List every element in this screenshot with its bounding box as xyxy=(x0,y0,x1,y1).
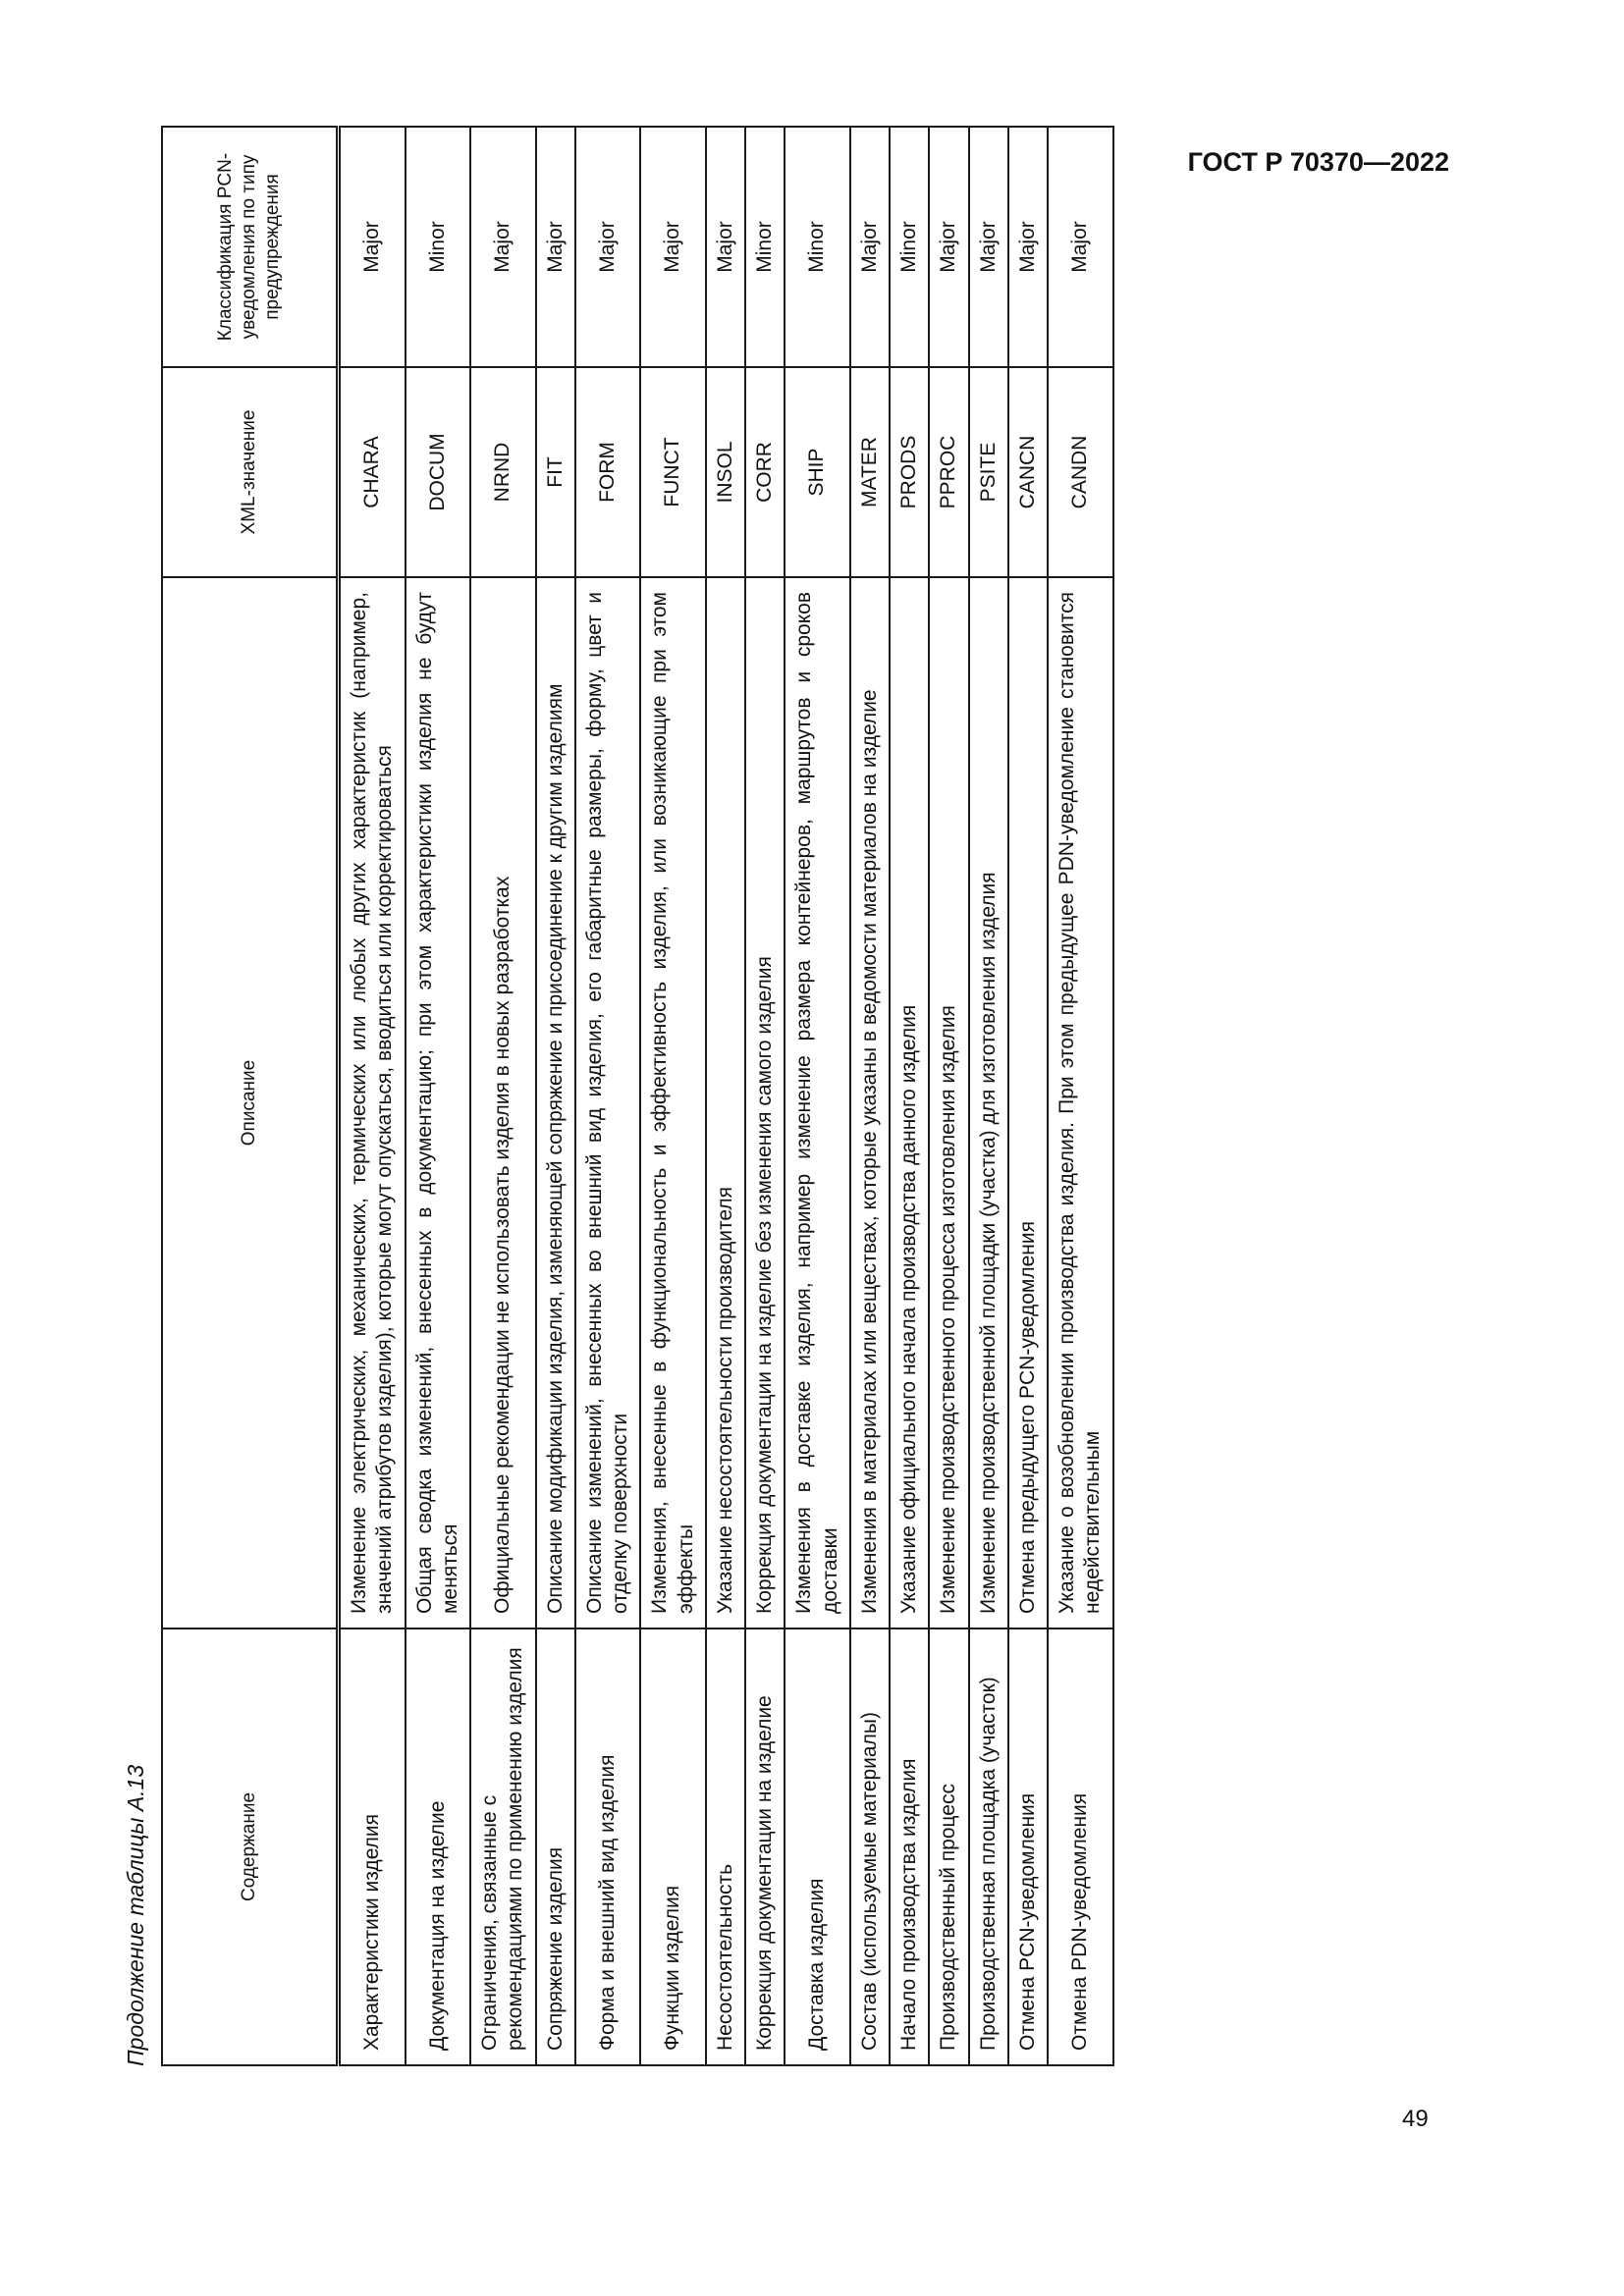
classification-table xyxy=(161,126,1114,2066)
row-xml-cell: FORM xyxy=(575,367,641,577)
row-xml-cell: FIT xyxy=(536,367,575,577)
row-description-cell: Описание модификации изделия, изменяющей сопряжение и присоединение к другим изделиям xyxy=(536,577,575,1629)
row-content-cell: Отмена PDN-уведомления xyxy=(1048,1629,1113,2065)
row-content-cell: Сопряжение изделия xyxy=(536,1629,575,2065)
row-content-cell: Несостоятельность xyxy=(706,1629,745,2065)
row-content-cell: Коррекция документации на изделие xyxy=(745,1629,785,2065)
table-row xyxy=(575,127,641,2065)
row-content-cell: Отмена PCN-уведомления xyxy=(1008,1629,1048,2065)
row-xml-cell: PPROC xyxy=(929,367,968,577)
table-row xyxy=(640,127,706,2065)
row-xml-cell: FUNCT xyxy=(640,367,706,577)
row-xml-cell: INSOL xyxy=(706,367,745,577)
column-header-content: Содержание xyxy=(162,1629,339,2065)
row-xml-cell: PRODS xyxy=(890,367,929,577)
table-row xyxy=(536,127,575,2065)
row-description-cell: Указание о возобновлении производства изделия. При этом предыдущее PDN-уведомление становится недействительным xyxy=(1048,577,1113,1629)
row-content-cell: Производственный процесс xyxy=(929,1629,968,2065)
row-description-cell: Изменения в материалах или веществах, которые указаны в ведомости материалов на изделие xyxy=(850,577,890,1629)
row-classification-cell: Minor xyxy=(406,127,471,367)
row-classification-cell: Major xyxy=(850,127,890,367)
table-row xyxy=(1048,127,1113,2065)
row-content-cell: Начало производства изделия xyxy=(890,1629,929,2065)
row-description-cell: Изменения, внесенные в функциональность и эффективность изделия, или возникающие при этом эффекты xyxy=(640,577,706,1629)
row-xml-cell: PSITE xyxy=(969,367,1008,577)
row-classification-cell: Major xyxy=(640,127,706,367)
row-description-cell: Отмена предыдущего PCN-уведомления xyxy=(1008,577,1048,1629)
column-header-description: Описание xyxy=(162,577,339,1629)
row-description-cell: Изменения в доставке изделия, например изменение размера контейнеров, маршрутов и сроков доставки xyxy=(785,577,850,1629)
table-row xyxy=(745,127,785,2065)
table-row xyxy=(850,127,890,2065)
row-classification-cell: Minor xyxy=(745,127,785,367)
row-content-cell: Форма и внешний вид изделия xyxy=(575,1629,641,2065)
column-header-classification: Классификация PCN-уведомления по типу предупреждения xyxy=(162,127,339,367)
row-content-cell: Документация на изделие xyxy=(406,1629,471,2065)
row-xml-cell: MATER xyxy=(850,367,890,577)
row-classification-cell: Minor xyxy=(785,127,850,367)
row-content-cell: Характеристики изделия xyxy=(339,1629,406,2065)
table-header-row xyxy=(162,127,339,2065)
table-row xyxy=(785,127,850,2065)
row-content-cell: Ограничения, связанные с рекомендациями по применению изделия xyxy=(470,1629,536,2065)
row-classification-cell: Major xyxy=(1048,127,1113,367)
row-xml-cell: CANCN xyxy=(1008,367,1048,577)
row-xml-cell: SHIP xyxy=(785,367,850,577)
row-description-cell: Изменение производственного процесса изготовления изделия xyxy=(929,577,968,1629)
row-description-cell: Описание изменений, внесенных во внешний вид изделия, его габаритные размеры, форму, цвет и отделку поверхности xyxy=(575,577,641,1629)
page-number: 49 xyxy=(1402,2106,1429,2132)
row-classification-cell: Major xyxy=(575,127,641,367)
row-description-cell: Указание несостоятельности производителя xyxy=(706,577,745,1629)
table-row xyxy=(470,127,536,2065)
table-caption: Продолжение таблицы А.13 xyxy=(123,1764,148,2066)
table-row xyxy=(339,127,406,2065)
row-description-cell: Общая сводка изменений, внесенных в документацию; при этом характеристики изделия не будут меняться xyxy=(406,577,471,1629)
row-classification-cell: Major xyxy=(929,127,968,367)
table-row xyxy=(706,127,745,2065)
row-classification-cell: Major xyxy=(1008,127,1048,367)
row-xml-cell: NRND xyxy=(470,367,536,577)
row-content-cell: Функции изделия xyxy=(640,1629,706,2065)
row-description-cell: Указание официального начала производства данного изделия xyxy=(890,577,929,1629)
table-row xyxy=(890,127,929,2065)
row-description-cell: Коррекция документации на изделие без изменения самого изделия xyxy=(745,577,785,1629)
table-row xyxy=(969,127,1008,2065)
row-classification-cell: Minor xyxy=(890,127,929,367)
row-content-cell: Состав (используемые материалы) xyxy=(850,1629,890,2065)
row-classification-cell: Major xyxy=(470,127,536,367)
row-xml-cell: CHARA xyxy=(339,367,406,577)
row-classification-cell: Major xyxy=(969,127,1008,367)
row-classification-cell: Major xyxy=(339,127,406,367)
row-content-cell: Доставка изделия xyxy=(785,1629,850,2065)
row-xml-cell: CORR xyxy=(745,367,785,577)
row-xml-cell: CANDN xyxy=(1048,367,1113,577)
table-row xyxy=(1008,127,1048,2065)
row-xml-cell: DOCUM xyxy=(406,367,471,577)
table-row xyxy=(406,127,471,2065)
row-description-cell: Изменение электрических, механических, термических или любых других характеристик (например, значений атрибутов изделия), которые могут опускаться, вводиться или корректироваться xyxy=(339,577,406,1629)
rotated-table-block xyxy=(116,152,1342,2066)
row-classification-cell: Major xyxy=(706,127,745,367)
row-content-cell: Производственная площадка (участок) xyxy=(969,1629,1008,2065)
row-description-cell: Изменение производственной площадки (участка) для изготовления изделия xyxy=(969,577,1008,1629)
row-description-cell: Официальные рекомендации не использовать изделия в новых разработках xyxy=(470,577,536,1629)
row-classification-cell: Major xyxy=(536,127,575,367)
table-row xyxy=(929,127,968,2065)
document-standard-code: ГОСТ Р 70370—2022 xyxy=(1187,147,1449,177)
column-header-xml-value: XML-значение xyxy=(162,367,339,577)
